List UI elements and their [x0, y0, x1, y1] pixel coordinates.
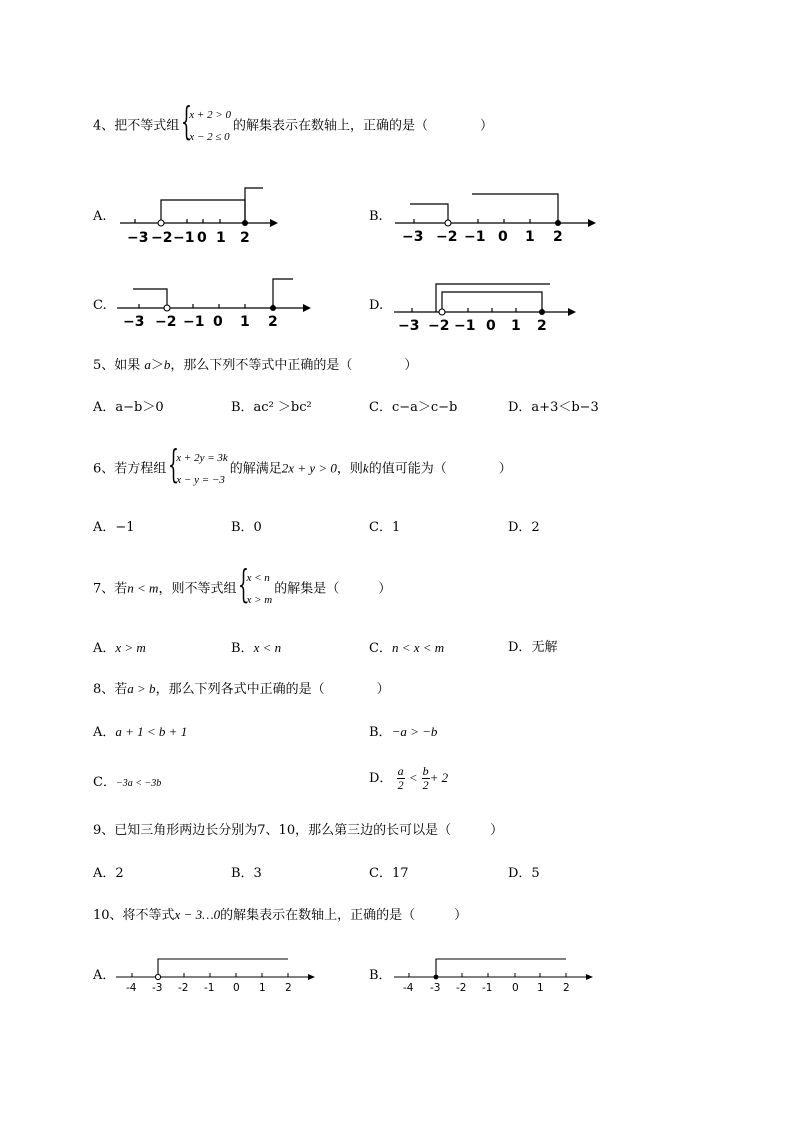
question-10 [93, 907, 467, 924]
option-label: B． [369, 725, 392, 740]
q6-option-b[interactable]: B．0 [231, 520, 262, 535]
q10-option-b-number-line[interactable] [390, 952, 600, 997]
q4-option-a-label[interactable]: A. [93, 209, 107, 224]
fraction-a-over-2: $\frac{a}{2}$ [397, 764, 404, 792]
question-8 [93, 681, 390, 698]
tick-label: 0 [233, 982, 240, 994]
q4-option-a-number-line[interactable] [115, 180, 280, 250]
q9-option-d[interactable]: D．5 [508, 866, 540, 881]
q5-option-b[interactable]: B．ac² ＞bc² [231, 400, 312, 415]
option-expr: −3a < −3b [115, 778, 162, 789]
lt-sign: < [408, 770, 418, 785]
question-10-suffix: 的解集表示在数轴上，正确的是（ ） [220, 908, 468, 923]
option-expr: a + 1 < b + 1 [115, 724, 188, 739]
q9-option-b[interactable]: B．3 [231, 866, 262, 881]
option-expr: x < n [253, 640, 282, 655]
q9-option-a[interactable]: A．2 [93, 866, 124, 881]
q5-option-c[interactable]: C．c−a＞c−b [369, 400, 458, 415]
system-row-2: x − y = −3 [176, 474, 225, 486]
system-row-2: x − 2 ≤ 0 [189, 131, 230, 143]
tick-label: −1 [183, 314, 205, 330]
tick-label: −2 [155, 314, 177, 330]
var-a: a [144, 357, 151, 372]
tick-label: 1 [240, 314, 250, 330]
condition: 2x + y > 0 [281, 460, 337, 476]
q7-option-d[interactable] [508, 640, 557, 656]
question-6-suffix: 的值可能为（ ） [368, 461, 512, 477]
tick-label: 0 [213, 314, 223, 330]
option-tail: + 2 [429, 770, 449, 785]
question-7-prefix: 7、若 [93, 581, 128, 597]
question-5-text: 5、如果 [93, 358, 145, 373]
tick-label: -2 [456, 982, 467, 994]
equation-system: { x + 2y = 3k x − y = −3 [168, 447, 228, 491]
tick-label: −2 [428, 318, 450, 334]
q7-option-c[interactable] [369, 640, 444, 657]
gt-sign: ＞ [150, 358, 164, 373]
question-8-suffix: ，那么下列各式中正确的是（ ） [155, 682, 390, 697]
option-label: C． [93, 775, 116, 790]
option-expr: −a > −b [391, 724, 438, 739]
tick-label: 1 [537, 982, 544, 994]
tick-label: 2 [268, 314, 278, 330]
tick-label: -1 [204, 982, 215, 994]
q4-option-b-number-line[interactable] [390, 182, 600, 250]
q7-option-a[interactable] [93, 640, 146, 657]
question-5-suffix: ，那么下列不等式中正确的是（ ） [170, 358, 418, 373]
tick-label: 2 [537, 318, 547, 334]
system-row-2: x > m [246, 594, 273, 606]
tick-label: -3 [430, 982, 441, 994]
option-label: D． [369, 771, 393, 786]
inequality-system: { x < n x > m [238, 567, 272, 611]
q8-option-a[interactable] [93, 724, 187, 741]
tick-label: 2 [285, 982, 292, 994]
option-label: A． [93, 641, 116, 656]
system-row-1: x < n [246, 572, 270, 584]
q8-option-c[interactable] [93, 775, 161, 792]
question-6-mid: 的解满足 [229, 461, 282, 477]
tick-label: −1 [173, 230, 195, 246]
question-6-mid2: ，则 [336, 461, 363, 477]
tick-label: 2 [563, 982, 570, 994]
question-7 [93, 562, 392, 611]
option-label: D． [508, 640, 532, 655]
q9-option-c[interactable]: C．17 [369, 866, 409, 881]
q6-option-c[interactable]: C．1 [369, 520, 401, 535]
q8-option-b[interactable] [369, 724, 437, 741]
question-9: 9、已知三角形两边长分别为7、10，那么第三边的长可以是（ ） [93, 823, 504, 838]
option-expr: n < x < m [391, 640, 445, 655]
q7-option-b[interactable] [231, 640, 281, 657]
condition: n < m [127, 580, 159, 596]
question-5 [93, 357, 417, 374]
option-label: A． [93, 725, 116, 740]
tick-label: 1 [525, 229, 535, 245]
tick-label: -2 [178, 982, 189, 994]
q4-option-b-label[interactable]: B. [369, 209, 383, 224]
question-4-prefix: 4、把不等式组 [93, 118, 180, 134]
tick-label: −3 [398, 318, 420, 334]
tick-label: −3 [127, 230, 149, 246]
tick-label: 1 [216, 230, 226, 246]
question-6 [93, 442, 512, 491]
question-4-suffix: 的解集表示在数轴上，正确的是（ ） [233, 118, 494, 134]
tick-label: −3 [402, 229, 424, 245]
question-7-suffix: 的解集是（ ） [274, 581, 392, 597]
q6-option-d[interactable]: D．2 [508, 520, 540, 535]
q4-option-d-label[interactable]: D. [369, 298, 384, 313]
tick-label: 2 [240, 230, 250, 246]
tick-label: 0 [197, 230, 207, 246]
tick-label: −2 [436, 229, 458, 245]
q6-option-a[interactable]: A．−1 [93, 520, 135, 535]
q10-option-a-label[interactable]: A． [93, 968, 116, 983]
question-4 [93, 99, 494, 148]
q8-option-d[interactable] [369, 765, 448, 792]
q4-option-c-label[interactable]: C. [93, 298, 107, 313]
inequality-system: { x + 2 > 0 x − 2 ≤ 0 [181, 104, 231, 148]
q4-option-c-number-line[interactable] [115, 275, 315, 337]
var-k: k [362, 460, 369, 476]
option-expr: 无解 [531, 640, 558, 655]
tick-label: −1 [454, 318, 476, 334]
condition: x − 3…0 [174, 907, 221, 922]
tick-label: −2 [151, 230, 173, 246]
tick-label: 0 [498, 229, 508, 245]
q10-option-a-number-line[interactable] [112, 952, 322, 997]
tick-label: -1 [482, 982, 493, 994]
tick-label: -3 [152, 982, 163, 994]
question-7-mid: ，则不等式组 [158, 581, 237, 597]
tick-label: 0 [486, 318, 496, 334]
q5-option-d[interactable]: D．a+3＜b−3 [508, 400, 599, 415]
tick-label: 1 [511, 318, 521, 334]
question-10-prefix: 10、将不等式 [93, 908, 175, 923]
option-label: B． [231, 641, 254, 656]
fraction-b-over-2: $\frac{b}{2}$ [422, 764, 429, 792]
option-label: C． [369, 641, 392, 656]
tick-label: 2 [553, 229, 563, 245]
q5-option-a[interactable]: A．a−b＞0 [93, 400, 164, 415]
tick-label: -4 [403, 982, 414, 994]
tick-label: 0 [512, 982, 519, 994]
var-b: b [163, 357, 171, 372]
q4-option-d-number-line[interactable] [392, 276, 582, 336]
question-8-prefix: 8、若 [93, 682, 128, 697]
tick-label: −3 [123, 314, 145, 330]
option-expr: x > m [115, 640, 146, 655]
question-6-prefix: 6、若方程组 [93, 461, 167, 477]
tick-label: 1 [259, 982, 266, 994]
condition: a > b [127, 681, 156, 696]
tick-label: -4 [126, 982, 137, 994]
system-row-1: x + 2 > 0 [189, 109, 232, 121]
q10-option-b-label[interactable]: B． [369, 968, 392, 983]
system-row-1: x + 2y = 3k [176, 452, 228, 464]
tick-label: −1 [464, 229, 486, 245]
